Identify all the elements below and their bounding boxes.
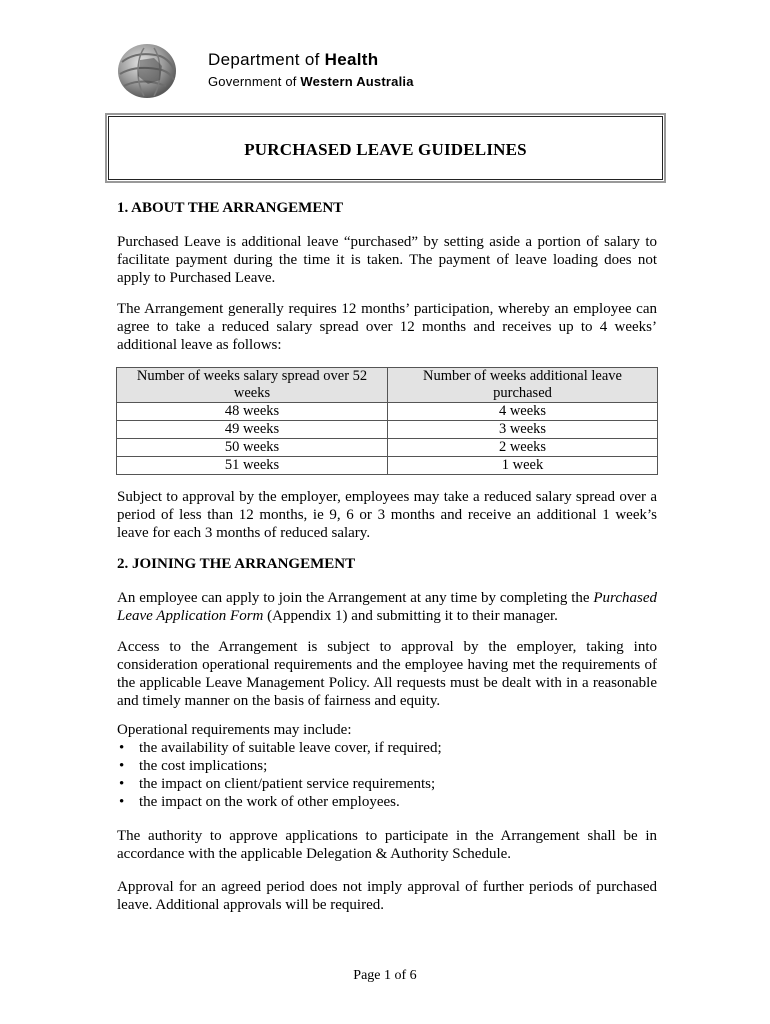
section-2-paragraph-5: Approval for an agreed period does not imply approval of further periods of purchased leave. Additional approvals will be required.: [117, 879, 657, 913]
document-title: PURCHASED LEAVE GUIDELINES: [244, 140, 527, 159]
government-prefix: Government of: [208, 74, 301, 89]
department-bold: Health: [324, 50, 379, 69]
section-2-paragraph-1: An employee can apply to join the Arrangement at any time by completing the Purchased Leave Application Form (Appendix 1) and submitting it to their manager.: [117, 590, 657, 624]
department-name: [208, 50, 378, 70]
table-cell: 49 weeks: [117, 421, 388, 439]
table-cell: 48 weeks: [117, 403, 388, 421]
table-row: [117, 403, 658, 421]
government-bold: Western Australia: [300, 74, 414, 89]
globe-logo-icon: [114, 40, 180, 102]
list-item: • the availability of suitable leave cover, if required;: [117, 739, 442, 757]
section-1-heading: 1. ABOUT THE ARRANGEMENT: [117, 200, 344, 216]
section-2-paragraph-4: The authority to approve applications to participate in the Arrangement shall be in accordance with the applicable Delegation & Authority Schedule.: [117, 828, 657, 862]
section-1-paragraph-1: Purchased Leave is additional leave “purchased” by setting aside a portion of salary to facilitate payment during the time it is taken. The payment of leave loading does not apply to Purchased Leave.: [117, 234, 657, 286]
table-cell: 2 weeks: [388, 439, 658, 457]
table-cell: 51 weeks: [117, 457, 388, 475]
table-header-salary-spread: Number of weeks salary spread over 52 weeks: [117, 368, 388, 403]
table-header-row: [117, 368, 658, 403]
table-row: [117, 439, 658, 457]
section-2-paragraph-2: Access to the Arrangement is subject to approval by the employer, taking into consideration operational requirements and the employee having met the requirements of the applicable Leave Management Policy. All requests must be dealt with in a reasonable and timely manner on the basis of fairness and equity.: [117, 639, 657, 709]
section-1-paragraph-3: Subject to approval by the employer, employees may take a reduced salary spread over a period of less than 12 months, ie 9, 6 or 3 months and receive an additional 1 week’s leave for each 3 months of reduced salary.: [117, 489, 657, 541]
table-cell: 3 weeks: [388, 421, 658, 439]
table-cell: 4 weeks: [388, 403, 658, 421]
list-item: • the impact on the work of other employees.: [117, 793, 442, 811]
title-box: [108, 116, 663, 180]
application-form-name: Purchased Leave Application Form: [117, 590, 657, 624]
government-name: [208, 74, 414, 90]
list-item: • the impact on client/patient service requirements;: [117, 775, 442, 793]
operational-requirements-list: [117, 739, 442, 811]
section-2-heading: 2. JOINING THE ARRANGEMENT: [117, 556, 356, 572]
table-row: [117, 421, 658, 439]
department-prefix: Department of: [208, 50, 325, 69]
table-row: [117, 457, 658, 475]
section-1-paragraph-2: The Arrangement generally requires 12 months’ participation, whereby an employee can agree to take a reduced salary spread over 12 months and receives up to 4 weeks’ additional leave as follows:: [117, 301, 657, 353]
list-item: • the cost implications;: [117, 757, 442, 775]
leave-table: [116, 367, 658, 475]
table-header-additional-leave: Number of weeks additional leave purchased: [388, 368, 658, 403]
table-cell: 50 weeks: [117, 439, 388, 457]
operational-requirements-intro: Operational requirements may include:: [117, 722, 352, 738]
table-cell: 1 week: [388, 457, 658, 475]
page-number: Page 1 of 6: [353, 968, 417, 983]
